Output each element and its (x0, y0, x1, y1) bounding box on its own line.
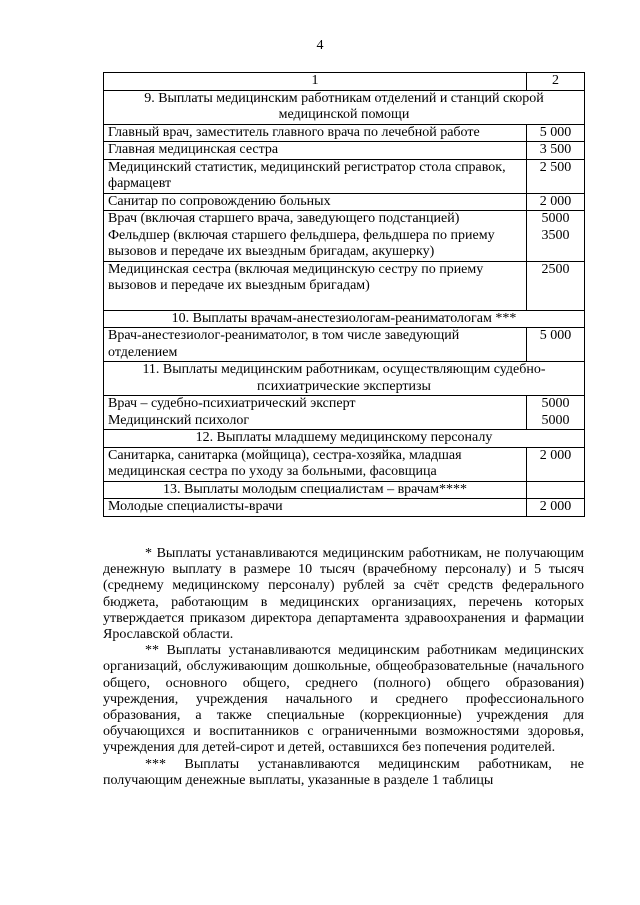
position-label: Медицинский психолог (108, 412, 250, 428)
amount-value: 5000 (541, 211, 570, 226)
column-header-1: 1 (104, 73, 527, 91)
position-label: Медицинская сестра (включая медицинскую сестру по приему вызовов и передаче их выездным бригадам) (104, 261, 527, 310)
table-row (104, 193, 585, 211)
payments-table-body (104, 73, 585, 517)
footnotes (103, 546, 584, 789)
footnote-2: ** Выплаты устанавливаются медицинским работникам медицинских организаций, обслуживающим дошкольные, общеобразовательные (начального общего, основного общего, среднего (полного) общего образования) учреждения, учреждения начального и среднего профессионального образования, а также специальные (коррекционные) учреждения для обучающихся и воспитанников с ограниченными возможностями здоровья, учреждения для детей-сирот и детей, оставшихся без попечения родителей. (103, 643, 584, 756)
section-header-row (104, 90, 585, 124)
amount-value: 5000 (541, 412, 570, 428)
position-label: Врач (включая старшего врача, заведующего подстанцией) (108, 211, 460, 226)
position-cell (104, 396, 527, 430)
section-title: 12. Выплаты младшему медицинскому персоналу (104, 430, 585, 448)
table-row (104, 261, 585, 310)
footnote-3: *** Выплаты устанавливаются медицинским работникам, не получающим денежные выплаты, указанные в разделе 1 таблицы (103, 756, 584, 788)
section-title: 13. Выплаты молодым специалистам – врачам**** (104, 481, 527, 499)
section-title: 10. Выплаты врачам-анестезиологам-реаниматологам *** (104, 310, 585, 328)
page-number: 4 (316, 38, 324, 53)
section-header-row (104, 481, 585, 499)
table-row (104, 211, 585, 262)
section-title: 11. Выплаты медицинским работникам, осуществляющим судебно-психиатрические экспертизы (104, 362, 585, 396)
position-label: Санитар по сопровождению больных (104, 193, 527, 211)
table-row (104, 499, 585, 517)
table-row (104, 124, 585, 142)
amount-value: 3500 (541, 227, 570, 243)
position-cell (104, 211, 527, 262)
section-header-row (104, 310, 585, 328)
payments-table (103, 72, 585, 517)
amount-value: 3 500 (527, 142, 585, 160)
amount-value: 2 000 (527, 193, 585, 211)
amount-cell (527, 211, 585, 262)
position-label: Главный врач, заместитель главного врача по лечебной работе (104, 124, 527, 142)
footnote-1: * Выплаты устанавливаются медицинским работникам, не получающим денежную выплату в размере 10 тысяч (врачебному персоналу) и 5 тысяч (среднему медицинскому персоналу) рублей за счёт средств федерального бюджета, работающим в медицинских организациях, перечень которых утверждается приказом директора департамента здравоохранения и фармации Ярославской области. (103, 546, 584, 643)
position-label: Главная медицинская сестра (104, 142, 527, 160)
table-row (104, 159, 585, 193)
amount-value: 5 000 (527, 124, 585, 142)
amount-value: 5000 (541, 396, 570, 411)
position-label: Медицинский статистик, медицинский регистратор стола справок, фармацевт (104, 159, 527, 193)
empty-cell (527, 481, 585, 499)
table-row (104, 447, 585, 481)
amount-value: 2 000 (527, 447, 585, 481)
position-label: Санитарка, санитарка (мойщица), сестра-хозяйка, младшая медицинская сестра по уходу за больными, фасовщица (104, 447, 527, 481)
amount-value: 2 000 (527, 499, 585, 517)
amount-value: 5 000 (527, 328, 585, 362)
position-label: Фельдшер (включая старшего фельдшера, фельдшера по приему вызовов и передаче их выездным бригадам, акушерку) (108, 227, 495, 259)
section-header-row (104, 362, 585, 396)
position-label: Молодые специалисты-врачи (104, 499, 527, 517)
amount-value: 2 500 (527, 159, 585, 193)
position-label: Врач – судебно-психиатрический эксперт (108, 396, 356, 411)
table-row (104, 142, 585, 160)
amount-cell (527, 396, 585, 430)
table-row (104, 328, 585, 362)
column-header-2: 2 (527, 73, 585, 91)
position-label: Врач-анестезиолог-реаниматолог, в том числе заведующий отделением (104, 328, 527, 362)
table-header-row (104, 73, 585, 91)
table-row (104, 396, 585, 430)
amount-value: 2500 (527, 261, 585, 310)
section-title: 9. Выплаты медицинским работникам отделений и станций скорой медицинской помощи (104, 90, 585, 124)
section-header-row (104, 430, 585, 448)
